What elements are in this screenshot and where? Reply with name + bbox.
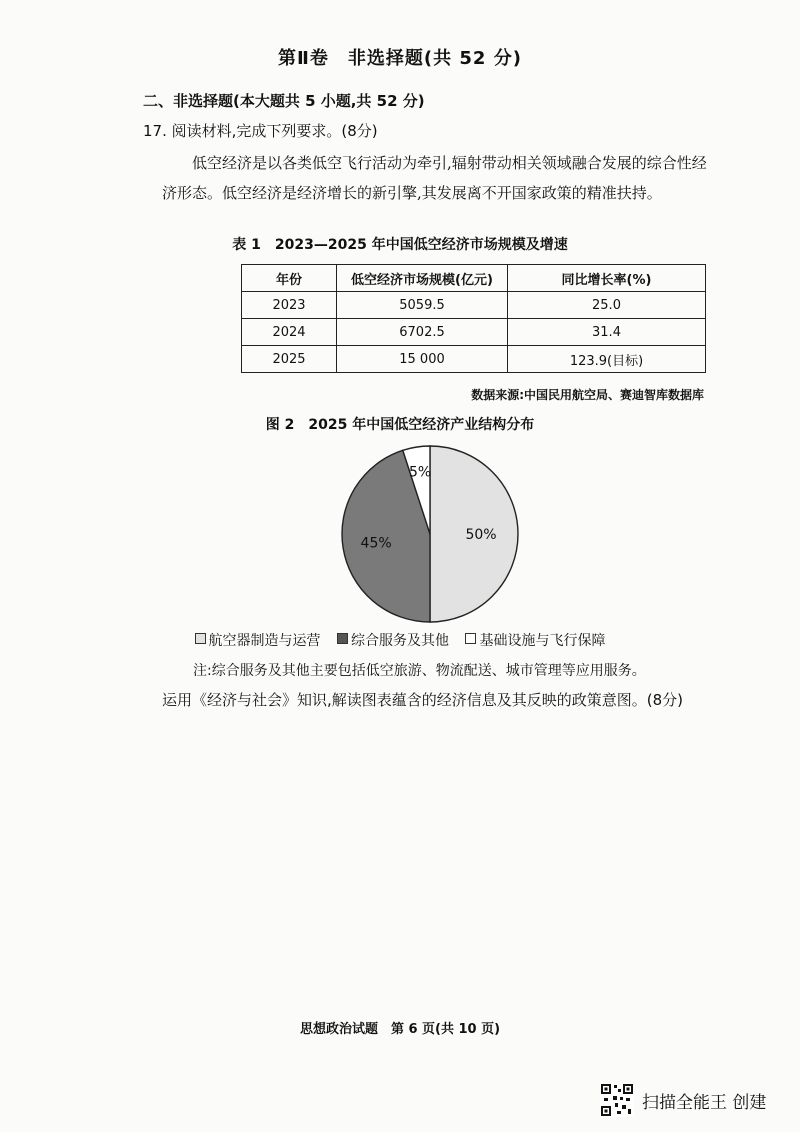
table-header-cell: 年份 bbox=[242, 265, 337, 292]
table-cell: 5059.5 bbox=[337, 292, 508, 319]
table-cell: 2024 bbox=[242, 319, 337, 346]
table-cell: 25.0 bbox=[508, 292, 706, 319]
table-cell: 2023 bbox=[242, 292, 337, 319]
page-footer: 思想政治试题 第 6 页(共 10 页) bbox=[299, 1022, 501, 1037]
table-cell: 15 000 bbox=[337, 346, 508, 373]
reading-material: 低空经济是以各类低空飞行活动为牵引,辐射带动相关领域融合发展的综合性经济形态。低空经济是经济增长的新引擎,其发展离不开国家政策的精准扶持。 bbox=[162, 154, 707, 202]
table-source: 数据来源:中国民用航空局、赛迪智库数据库 bbox=[471, 388, 704, 402]
question-prompt: 17. 阅读材料,完成下列要求。(8分) bbox=[143, 122, 378, 140]
legend-item bbox=[337, 630, 449, 650]
legend-swatch bbox=[465, 633, 476, 644]
table-cell: 6702.5 bbox=[337, 319, 508, 346]
legend-label: 综合服务及其他 bbox=[351, 633, 449, 649]
part-heading: 二、非选择题(本大题共 5 小题,共 52 分) bbox=[143, 92, 425, 110]
legend-item bbox=[195, 630, 321, 650]
legend-label: 基础设施与飞行保障 bbox=[479, 633, 606, 649]
table-row bbox=[242, 319, 706, 346]
market-size-table bbox=[241, 264, 706, 373]
table-header-row bbox=[242, 265, 706, 292]
pie-chart bbox=[338, 442, 522, 626]
chart-legend bbox=[0, 630, 800, 650]
legend-item bbox=[465, 630, 605, 650]
table-cell: 31.4 bbox=[508, 319, 706, 346]
table-cell: 123.9(目标) bbox=[508, 346, 706, 373]
section-title: 第Ⅱ卷 非选择题(共 52 分) bbox=[278, 48, 522, 69]
table-cell: 2025 bbox=[242, 346, 337, 373]
task-prompt: 运用《经济与社会》知识,解读图表蕴含的经济信息及其反映的政策意图。(8分) bbox=[162, 691, 684, 709]
watermark-text: 扫描全能王 创建 bbox=[642, 1092, 767, 1113]
scanner-watermark bbox=[600, 1082, 766, 1118]
table-row bbox=[242, 292, 706, 319]
pie-slice-label: 50% bbox=[465, 527, 497, 543]
legend-swatch bbox=[337, 633, 348, 644]
pie-slice-label: 5% bbox=[408, 464, 432, 481]
table-row bbox=[242, 346, 706, 373]
pie-chart-svg bbox=[338, 442, 522, 626]
legend-swatch bbox=[195, 633, 206, 644]
table-header-cell: 低空经济市场规模(亿元) bbox=[337, 265, 508, 292]
table-header-cell: 同比增长率(%) bbox=[508, 265, 706, 292]
table-caption: 表 1 2023—2025 年中国低空经济市场规模及增速 bbox=[232, 237, 568, 253]
qr-code-icon bbox=[600, 1083, 634, 1117]
chart-note: 注:综合服务及其他主要包括低空旅游、物流配送、城市管理等应用服务。 bbox=[193, 663, 646, 679]
pie-slice-label: 45% bbox=[360, 535, 392, 552]
figure-caption: 图 2 2025 年中国低空经济产业结构分布 bbox=[265, 417, 535, 433]
legend-label: 航空器制造与运营 bbox=[208, 633, 321, 649]
